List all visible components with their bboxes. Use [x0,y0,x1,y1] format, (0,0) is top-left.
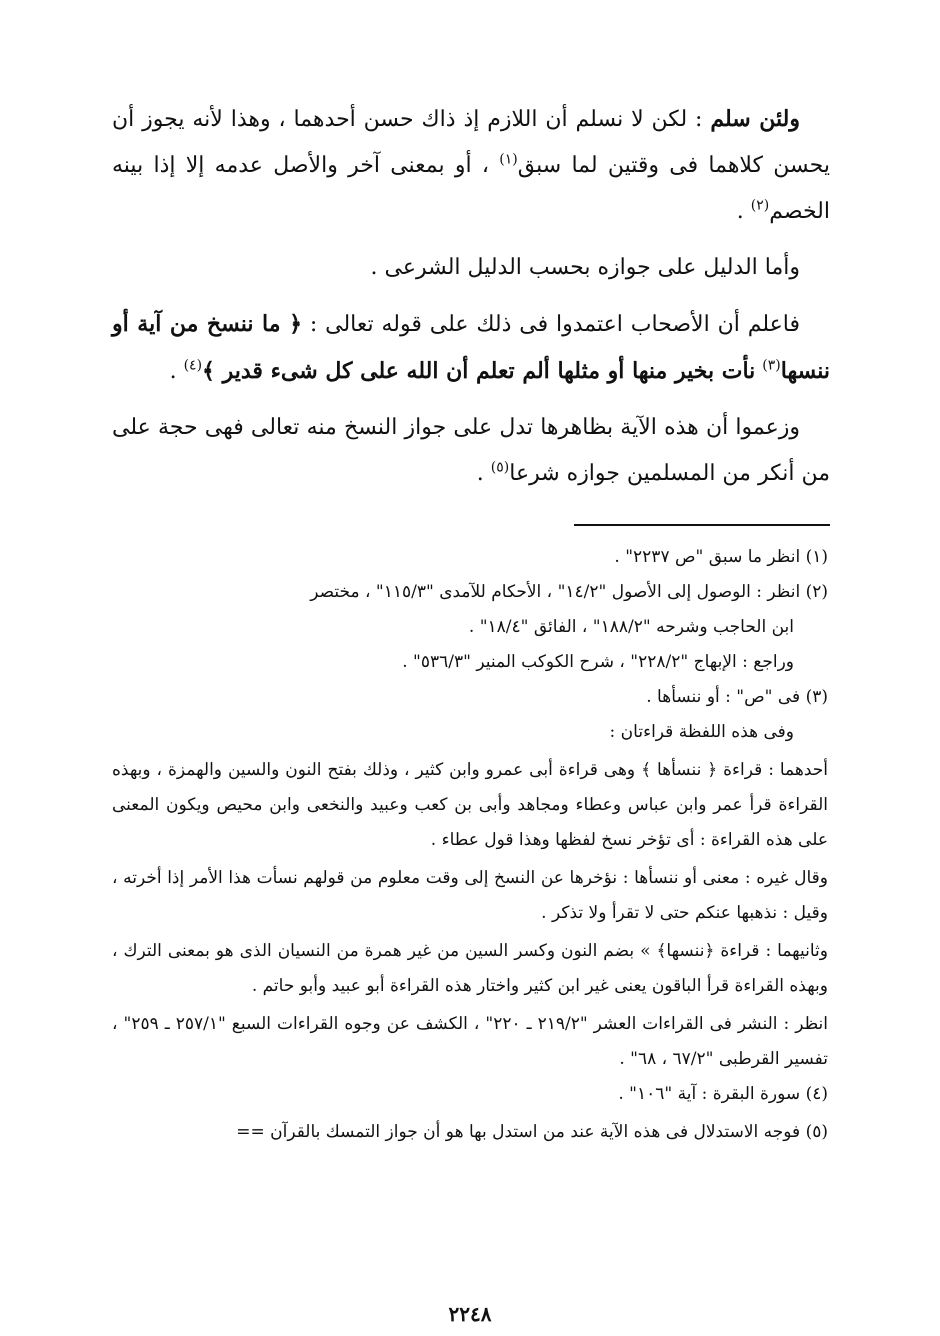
footnote-3-other-view: وقال غيره : معنى أو ننسأها : نؤخرها عن النسخ إلى وقت معلوم من قولهم نسأت هذا الأمر إذا أخرته ، وقيل : نذهبها عنكم حتى لا تقرأ ولا تذكر . [112,868,828,923]
footnote-ref-3: (٣) [762,357,781,374]
footnote-3-intro: وفى هذه اللفظة قراءتان : [609,722,794,742]
footnote-1: (١) انظر ما سبق "ص ٢٢٣٧" . [614,547,828,567]
paragraph-4 [112,405,830,497]
footnote-ref-5: (٥) [490,459,510,476]
quran-quote-b: نأت بخير منها أو مثلها ألم تعلم أن الله على كل شىء قدير ﴾ [202,358,756,384]
footnote-4: (٤) سورة البقرة : آية "١٠٦" . [618,1084,828,1104]
footnote-2: (٢) انظر : الوصول إلى الأصول "١٤/٢" ، الأحكام للآمدى "١١٥/٣" ، مختصر [310,582,828,602]
paragraph-1-text-a: : لكن لا نسلم أن اللازم إذ ذاك حسن أحدهما ، وهذا لأنه يجوز أن يحسن كلاهما فى وقتين لما سبق [112,107,830,178]
footnote-2-see-also: وراجع : الإبهاج "٢٢٨/٢" ، شرح الكوكب المنير "٥٣٦/٣" . [402,652,794,672]
paragraph-3 [112,301,830,395]
paragraph-3-text: فاعلم أن الأصحاب اعتمدوا فى ذلك على قوله تعالى : [309,312,800,337]
footnote-3: (٣) فى "ص" : أو ننسأها . [646,687,828,707]
paragraph-2: وأما الدليل على جوازه بحسب الدليل الشرعى . [370,255,800,280]
footnote-3-reading-2: وثانيهما : قراءة ﴿ننسها﴾ » بضم النون وكسر السين من غير همرة من النسيان الذى هو بمعنى الترك ، وبهذه القراءة قرأ الباقون يعنى غير ابن كثير واختار هذه القراءة أبو عبيد وأبو حاتم . [112,941,828,996]
footnote-ref-1: (١) [499,151,518,168]
paragraph-4-text: وزعموا أن هذه الآية بظاهرها تدل على جواز النسخ منه تعالى فهى حجة على من أنكر من المسلمين جوازه شرعا [112,415,830,486]
paragraph-1-end: . [736,199,744,224]
paragraph-1 [112,96,830,235]
footnote-separator [574,524,830,526]
footnote-3-reading-1: أحدهما : قراءة ﴿ ننسأها ﴾ وهى قراءة أبى عمرو وابن كثير ، وذلك بفتح النون والسين والهمزة ، وبهذه القراءة قرأ عمر وابن عباس وعطاء ومجاهد وأبى بن كعب وعبيد والنخعى وابن محيص ويكون المعنى على هذه القراءة : أى تؤخر نسخ لفظها وهذا قول عطاء . [112,760,828,850]
footnote-2-continued: ابن الحاجب وشرحه "١٨٨/٢" ، الفائق "١٨/٤" . [468,617,794,637]
paragraph-3-end: . [169,359,177,384]
quran-quote-a: ﴿ ما ننسخ من آية أو ننسها [112,311,830,384]
lead-phrase: ولئن سلم [710,106,800,132]
footnote-ref-2: (٢) [750,197,770,214]
page-number: ٢٢٤٨ [448,1302,492,1326]
paragraph-4-end: . [476,461,484,486]
main-text [112,96,830,507]
footnote-3-references: انظر : النشر فى القراءات العشر "٢١٩/٢ ـ ٢٢٠" ، الكشف عن وجوه القراءات السبع "٢٥٧/١ ـ ٢٥٩" ، تفسير القرطبى "٦٧/٢ ، ٦٨" . [112,1014,828,1069]
footnote-5: (٥) فوجه الاستدلال فى هذه الآية عند من استدل بها هو أن جواز التمسك بالقرآن == [236,1122,828,1142]
footnotes [112,540,828,1150]
footnote-ref-4: (٤) [183,357,203,374]
paragraph-1-text-b: ، أو بمعنى آخر والأصل عدمه إلا إذا بينه الخصم [112,153,830,224]
